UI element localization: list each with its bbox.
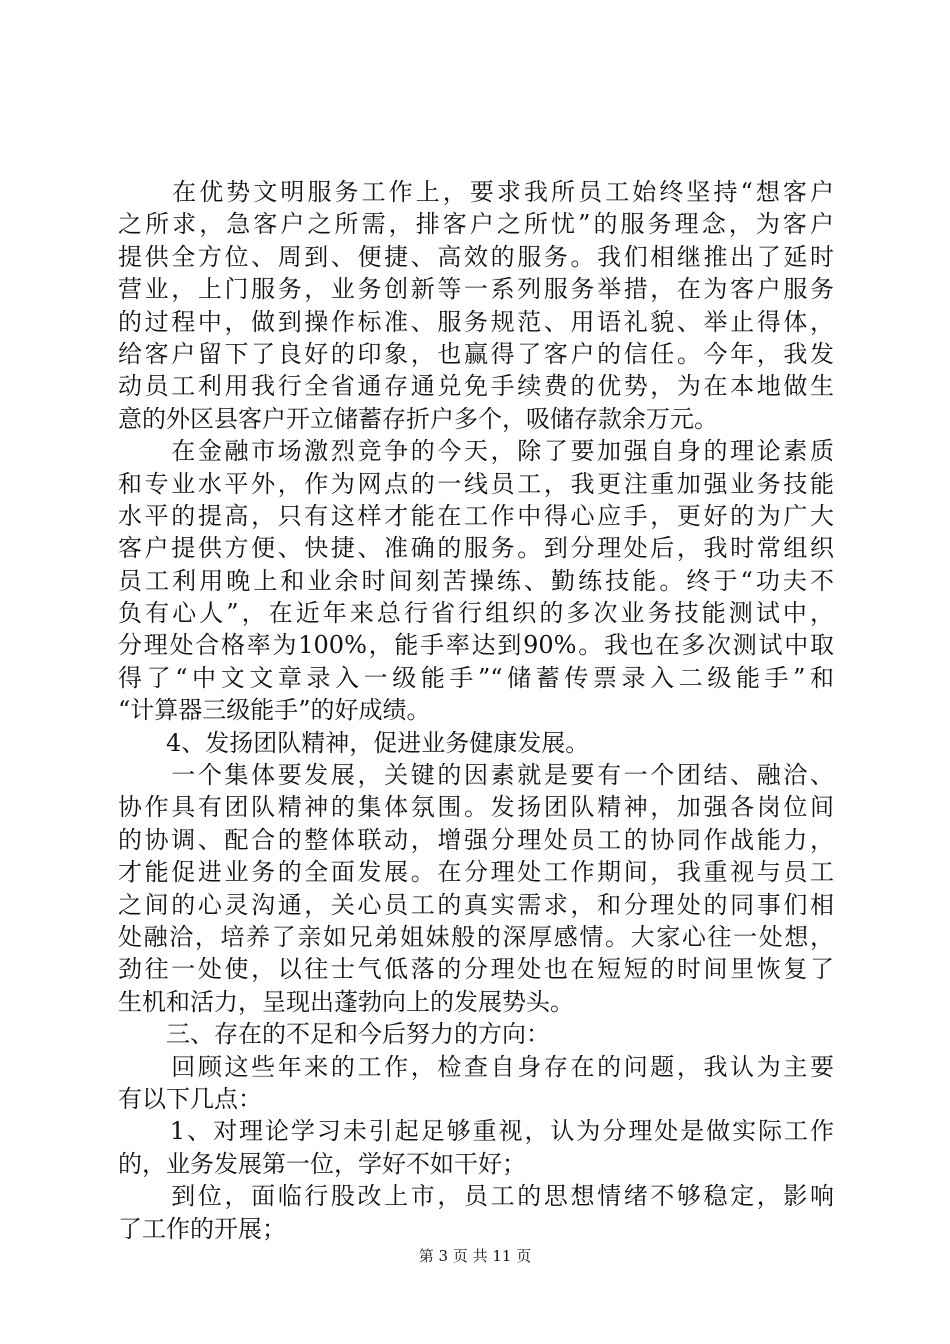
body-text	[118, 176, 834, 1245]
text-line: 在金融市场激烈竞争的今天，除了要加强自身的理论素质	[118, 437, 834, 466]
text-line: 到位，面临行股改上市，员工的思想情绪不够稳定，影响	[118, 1182, 834, 1211]
text-line: 的过程中，做到操作标准、服务规范、用语礼貌、举止得体，	[118, 307, 834, 336]
text-line: 客户提供方便、快捷、准确的服务。到分理处后，我时常组织	[118, 534, 834, 563]
text-line: 之间的心灵沟通，关心员工的真实需求，和分理处的同事们相	[118, 890, 834, 919]
text-line: 之所求，急客户之所需，排客户之所忧”的服务理念，为客户	[118, 210, 834, 239]
text-line: 动员工利用我行全省通存通兑免手续费的优势，为在本地做生	[118, 372, 834, 401]
text-line: 分理处合格率为100%，能手率达到90%。我也在多次测试中取	[118, 631, 834, 660]
text-line: 的，业务发展第一位，学好不如干好；	[118, 1149, 526, 1178]
text-line: 1、对理论学习未引起足够重视，认为分理处是做实际工作	[118, 1117, 834, 1146]
page-footer: 第 3 页 共 11 页	[418, 1247, 532, 1265]
text-line: 三、存在的不足和今后努力的方向：	[118, 1020, 550, 1049]
text-line: 意的外区县客户开立储蓄存折户多个，吸储存款余万元。	[118, 404, 718, 433]
text-line: 处融洽，培养了亲如兄弟姐妹般的深厚感情。大家心往一处想，	[118, 922, 834, 951]
text-line: 协作具有团队精神的集体氛围。发扬团队精神，加强各岗位间	[118, 793, 834, 822]
text-line: 营业，上门服务，业务创新等一系列服务举措，在为客户服务	[118, 275, 834, 304]
text-line: 4、发扬团队精神，促进业务健康发展。	[118, 728, 590, 757]
text-line: “计算器三级能手”的好成绩。	[118, 696, 431, 725]
text-line: 员工利用晚上和业余时间刻苦操练、勤练技能。终于“功夫不	[118, 566, 834, 595]
text-line: 回顾这些年来的工作，检查自身存在的问题，我认为主要	[118, 1052, 834, 1081]
text-line: 负有心人”，在近年来总行省行组织的多次业务技能测试中，	[118, 599, 834, 628]
text-line: 给客户留下了良好的印象，也赢得了客户的信任。今年，我发	[118, 339, 834, 368]
text-line: 有以下几点：	[118, 1084, 262, 1113]
text-line: 在优势文明服务工作上，要求我所员工始终坚持“想客户	[118, 178, 834, 206]
text-line: 才能促进业务的全面发展。在分理处工作期间，我重视与员工	[118, 858, 834, 887]
text-line: 劲往一处使，以往士气低落的分理处也在短短的时间里恢复了	[118, 955, 834, 984]
text-line: 生机和活力，呈现出蓬勃向上的发展势头。	[118, 987, 574, 1016]
text-line: 一个集体要发展，关键的因素就是要有一个团结、融洽、	[118, 761, 834, 790]
text-line: 得了“中文文章录入一级能手”“储蓄传票录入二级能手”和	[118, 663, 834, 692]
text-line: 和专业水平外，作为网点的一线员工，我更注重加强业务技能	[118, 469, 834, 498]
text-line: 了工作的开展；	[118, 1214, 286, 1243]
text-line: 提供全方位、周到、便捷、高效的服务。我们相继推出了延时	[118, 242, 834, 271]
text-line: 水平的提高，只有这样才能在工作中得心应手，更好的为广大	[118, 501, 834, 530]
text-line: 的协调、配合的整体联动，增强分理处员工的协同作战能力，	[118, 825, 834, 854]
